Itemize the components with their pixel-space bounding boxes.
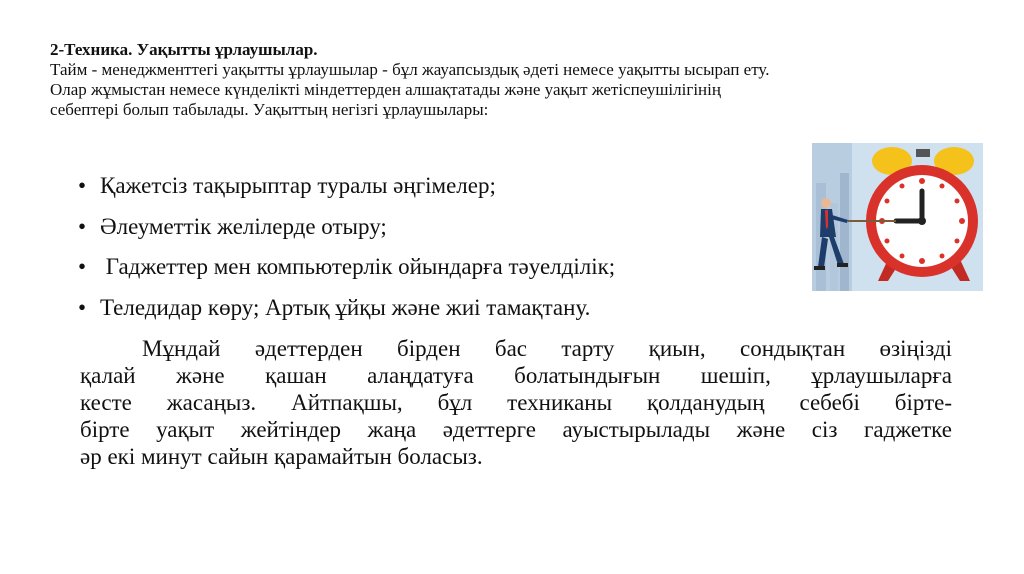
paragraph-line: қалай және қашан алаңдатуға болатындығын шешіп, ұрлаушыларға <box>80 363 952 388</box>
alarm-clock-icon <box>812 143 983 291</box>
time-thieves-list <box>78 172 798 334</box>
alarm-clock-illustration <box>812 143 983 291</box>
paragraph-line: бірте уақыт жейтіндер жаңа әдеттерге ауыстырылады және сіз гаджетке <box>80 417 952 442</box>
intro-line-3: себептері болып табылады. Уақыттың негізгі ұрлаушылары: <box>50 100 489 119</box>
advice-paragraph <box>80 335 952 470</box>
intro-line-2: Олар жұмыстан немесе күнделікті міндеттерден алшақтатады және уақыт жетіспеушілігінің <box>50 80 721 99</box>
list-item-text: Әлеуметтік желілерде отыру; <box>100 213 387 239</box>
slide-header <box>50 40 970 120</box>
list-item <box>78 294 798 321</box>
list-item-text: Теледидар көру; Артық ұйқы және жиі тамақтану. <box>100 294 591 320</box>
paragraph-line: Мұндай әдеттерден бірден бас тарту қиын, сондықтан өзіңізді <box>142 336 952 361</box>
paragraph-line: кесте жасаңыз. Айтпақшы, бұл техниканы қолданудың себебі бірте- <box>80 390 952 415</box>
bullet-icon: • <box>78 213 87 239</box>
slide-title: 2-Техника. Уақытты ұрлаушылар. <box>50 40 318 59</box>
list-item <box>78 213 798 240</box>
bullet-icon: • <box>78 294 87 320</box>
list-item <box>78 253 798 280</box>
list-item-text: Қажетсіз тақырыптар туралы әңгімелер; <box>100 173 496 198</box>
paragraph-line: әр екі минут сайын қарамайтын боласыз. <box>80 444 483 469</box>
intro-line-1: Тайм - менеджменттегі уақытты ұрлаушылар - бұл жауапсыздық әдеті немесе уақытты ысырап ету. <box>50 60 770 79</box>
list-item-text: Гаджеттер мен компьютерлік ойындарға тәуелділік; <box>100 254 616 279</box>
bullet-icon: • <box>78 173 87 198</box>
list-item <box>78 172 798 199</box>
bullet-icon: • <box>78 254 87 279</box>
